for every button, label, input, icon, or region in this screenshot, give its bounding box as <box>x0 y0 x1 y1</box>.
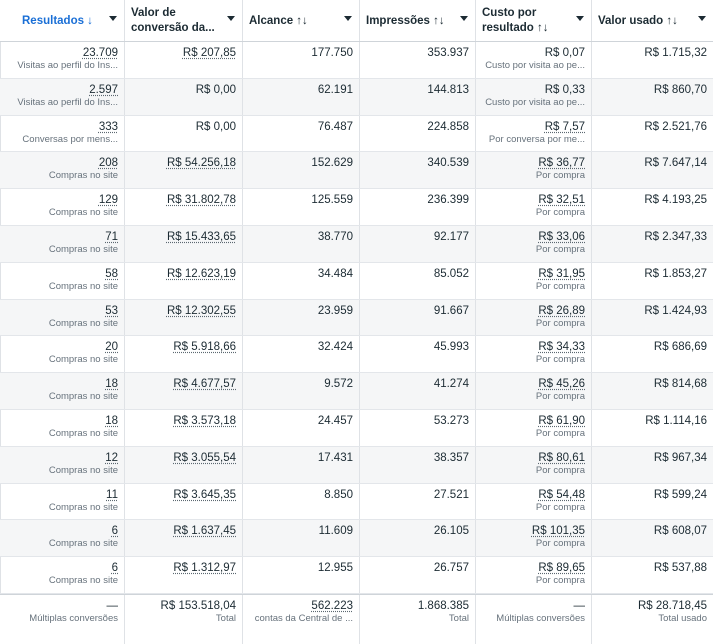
conversion-value[interactable]: R$ 3.055,54 <box>173 451 236 464</box>
column-header-conversion-value[interactable] <box>125 0 243 41</box>
reach-cell <box>243 410 360 446</box>
amount-spent-cell <box>592 263 713 299</box>
amount-spent-cell <box>592 336 713 372</box>
amount-spent-cell <box>592 410 713 446</box>
cost-per-result-cell <box>476 373 592 409</box>
impressions-value: 45.993 <box>433 341 469 354</box>
cost-per-result-value[interactable]: R$ 36,77 <box>538 157 585 170</box>
table-row <box>0 152 713 189</box>
impressions-value: 224.858 <box>427 120 469 133</box>
impressions-cell <box>360 300 476 336</box>
conversion-value-cell <box>125 189 243 225</box>
impressions-cell <box>360 189 476 225</box>
table-row <box>0 42 713 79</box>
impressions-value: 144.813 <box>427 83 469 96</box>
results-value[interactable]: 18 <box>105 378 118 391</box>
results-value[interactable]: 23.709 <box>82 47 118 59</box>
impressions-value: 41.274 <box>433 378 469 391</box>
reach-value: 152.629 <box>311 157 353 170</box>
cost-per-result-caption: Por compra <box>535 354 585 366</box>
results-value[interactable]: 12 <box>105 451 118 464</box>
results-value[interactable]: 6 <box>111 562 118 575</box>
impressions-value: 27.521 <box>433 488 469 501</box>
conversion-value-cell <box>125 447 243 483</box>
results-caption: Compras no site <box>48 427 118 439</box>
total-amount-spent-cell <box>592 595 713 644</box>
cost-per-result-cell <box>476 42 592 78</box>
total-impressions-caption: Total <box>448 612 469 624</box>
amount-spent-value: R$ 2.521,76 <box>644 120 707 133</box>
amount-spent-cell <box>592 152 713 188</box>
results-cell <box>0 189 125 225</box>
conversion-value[interactable]: R$ 1.637,45 <box>173 525 236 538</box>
total-impressions-cell <box>360 595 476 644</box>
results-cell <box>0 520 125 556</box>
conversion-value[interactable]: R$ 207,85 <box>182 47 236 59</box>
reach-cell <box>243 189 360 225</box>
amount-spent-cell <box>592 300 713 336</box>
cost-per-result-value[interactable]: R$ 32,51 <box>538 194 585 207</box>
cost-per-result-value[interactable]: R$ 61,90 <box>538 414 585 427</box>
results-caption: Compras no site <box>48 538 118 550</box>
total-reach-value[interactable]: 562.223 <box>311 599 353 612</box>
reach-value: 23.959 <box>317 304 353 317</box>
chevron-down-icon[interactable] <box>109 16 117 21</box>
conversion-value[interactable]: R$ 1.312,97 <box>173 562 236 575</box>
results-cell <box>0 484 125 520</box>
reach-cell <box>243 336 360 372</box>
table-row <box>0 263 713 300</box>
results-caption: Compras no site <box>48 280 118 292</box>
conversion-value[interactable]: R$ 3.645,35 <box>173 488 236 501</box>
cost-per-result-cell <box>476 520 592 556</box>
amount-spent-cell <box>592 189 713 225</box>
conversion-value[interactable]: R$ 12.623,19 <box>166 267 236 280</box>
impressions-cell <box>360 484 476 520</box>
amount-spent-value: R$ 608,07 <box>653 525 707 538</box>
cost-per-result-cell <box>476 484 592 520</box>
results-value[interactable]: 6 <box>111 525 118 538</box>
results-caption: Compras no site <box>48 317 118 329</box>
impressions-cell <box>360 410 476 446</box>
results-caption: Compras no site <box>48 501 118 513</box>
amount-spent-value: R$ 1.715,32 <box>644 47 707 59</box>
total-results-caption: Múltiplas conversões <box>29 612 118 624</box>
impressions-cell <box>360 263 476 299</box>
cost-per-result-cell <box>476 226 592 262</box>
cost-per-result-value[interactable]: R$ 34,33 <box>538 341 585 354</box>
conversion-value: R$ 0,00 <box>195 83 236 96</box>
results-caption: Compras no site <box>48 170 118 182</box>
results-cell <box>0 373 125 409</box>
table-header <box>0 0 713 42</box>
column-header-cost-per-result-label: Custo por resultado ↑↓ <box>482 7 549 34</box>
impressions-value: 236.399 <box>427 194 469 207</box>
reach-value: 12.955 <box>317 562 353 575</box>
amount-spent-value: R$ 1.853,27 <box>644 267 707 280</box>
reach-value: 76.487 <box>317 120 353 133</box>
column-header-results[interactable] <box>0 0 125 41</box>
reach-cell <box>243 484 360 520</box>
cost-per-result-caption: Por compra <box>535 575 585 587</box>
impressions-value: 26.105 <box>433 525 469 538</box>
results-value[interactable]: 333 <box>98 120 118 133</box>
reach-cell <box>243 263 360 299</box>
cost-per-result-cell <box>476 152 592 188</box>
conversion-value[interactable]: R$ 4.677,57 <box>173 378 236 391</box>
table-row <box>0 557 713 594</box>
amount-spent-value: R$ 7.647,14 <box>644 157 707 170</box>
conversion-value-cell <box>125 226 243 262</box>
amount-spent-value: R$ 860,70 <box>653 83 707 96</box>
reach-value: 17.431 <box>317 451 353 464</box>
total-cost-value: — <box>573 599 585 612</box>
results-caption: Compras no site <box>48 354 118 366</box>
table-row <box>0 116 713 153</box>
results-cell <box>0 116 125 152</box>
impressions-cell <box>360 152 476 188</box>
results-cell <box>0 42 125 78</box>
reach-cell <box>243 520 360 556</box>
conversion-value-cell <box>125 79 243 115</box>
total-amount-spent-caption: Total usado <box>658 612 707 624</box>
cost-per-result-caption: Por compra <box>535 243 585 255</box>
amount-spent-cell <box>592 447 713 483</box>
results-caption: Compras no site <box>48 207 118 219</box>
cost-per-result-caption: Por compra <box>535 170 585 182</box>
amount-spent-value: R$ 2.347,33 <box>644 230 707 243</box>
results-value[interactable]: 53 <box>105 304 118 317</box>
impressions-cell <box>360 226 476 262</box>
table-row <box>0 189 713 226</box>
reach-value: 32.424 <box>317 341 353 354</box>
cost-per-result-caption: Por conversa por me... <box>488 133 585 145</box>
conversion-value-cell <box>125 263 243 299</box>
table-row <box>0 300 713 337</box>
amount-spent-value: R$ 686,69 <box>653 341 707 354</box>
cost-per-result-value[interactable]: R$ 89,65 <box>538 562 585 575</box>
cost-per-result-value[interactable]: R$ 26,89 <box>538 304 585 317</box>
results-caption: Compras no site <box>48 575 118 587</box>
chevron-down-icon[interactable] <box>460 16 468 21</box>
results-value[interactable]: 208 <box>98 157 118 170</box>
table-row <box>0 79 713 116</box>
total-impressions-value: 1.868.385 <box>417 599 469 612</box>
reach-cell <box>243 116 360 152</box>
cost-per-result-value[interactable]: R$ 7,57 <box>544 120 585 133</box>
cost-per-result-cell <box>476 300 592 336</box>
column-header-reach[interactable] <box>243 0 360 41</box>
reach-cell <box>243 79 360 115</box>
impressions-cell <box>360 42 476 78</box>
total-reach-cell <box>243 595 360 644</box>
conversion-value[interactable]: R$ 15.433,65 <box>166 230 236 243</box>
results-cell <box>0 152 125 188</box>
reach-cell <box>243 226 360 262</box>
cost-per-result-cell <box>476 116 592 152</box>
column-header-impressions[interactable] <box>360 0 476 41</box>
results-caption: Visitas ao perfil do Ins... <box>17 96 118 108</box>
reach-value: 34.484 <box>317 267 353 280</box>
conversion-value: R$ 0,00 <box>195 120 236 133</box>
reach-value: 24.457 <box>317 414 353 427</box>
conversion-value-cell <box>125 116 243 152</box>
table-row <box>0 373 713 410</box>
cost-per-result-caption: Por compra <box>535 538 585 550</box>
impressions-value: 92.177 <box>433 230 469 243</box>
amount-spent-cell <box>592 484 713 520</box>
amount-spent-value: R$ 967,34 <box>653 451 707 464</box>
cost-per-result-value[interactable]: R$ 101,35 <box>531 525 585 538</box>
impressions-cell <box>360 79 476 115</box>
cost-per-result-value[interactable]: R$ 54,48 <box>538 488 585 501</box>
impressions-value: 38.357 <box>433 451 469 464</box>
conversion-value-cell <box>125 336 243 372</box>
chevron-down-icon[interactable] <box>576 16 584 21</box>
reach-value: 38.770 <box>317 230 353 243</box>
results-caption: Compras no site <box>48 391 118 403</box>
amount-spent-cell <box>592 226 713 262</box>
results-value[interactable]: 58 <box>105 267 118 280</box>
column-header-impressions-label: Impressões ↑↓ <box>366 15 445 27</box>
cost-per-result-caption: Por compra <box>535 501 585 513</box>
reach-value: 177.750 <box>311 47 353 59</box>
total-conversion-caption: Total <box>215 612 236 624</box>
impressions-value: 353.937 <box>427 47 469 59</box>
results-cell <box>0 336 125 372</box>
impressions-value: 91.667 <box>433 304 469 317</box>
cost-per-result-cell <box>476 79 592 115</box>
impressions-value: 85.052 <box>433 267 469 280</box>
conversion-value-cell <box>125 373 243 409</box>
amount-spent-cell <box>592 520 713 556</box>
cost-per-result-value[interactable]: R$ 33,06 <box>538 230 585 243</box>
conversion-value-cell <box>125 152 243 188</box>
chevron-down-icon[interactable] <box>344 16 352 21</box>
total-results-value: — <box>106 599 118 612</box>
conversion-value[interactable]: R$ 3.573,18 <box>173 414 236 427</box>
impressions-value: 340.539 <box>427 157 469 170</box>
table-row <box>0 336 713 373</box>
amount-spent-value: R$ 537,88 <box>653 562 707 575</box>
reach-value: 8.850 <box>324 488 353 501</box>
reach-value: 11.609 <box>318 525 353 538</box>
column-header-amount-spent-label: Valor usado ↑↓ <box>598 15 678 27</box>
cost-per-result-caption: Por compra <box>535 464 585 476</box>
reach-value: 62.191 <box>317 83 353 96</box>
totals-row <box>0 594 713 644</box>
conversion-value-cell <box>125 484 243 520</box>
reach-cell <box>243 447 360 483</box>
results-value[interactable]: 129 <box>98 194 118 207</box>
reach-cell <box>243 373 360 409</box>
results-cell <box>0 263 125 299</box>
column-header-reach-label: Alcance ↑↓ <box>249 15 308 27</box>
impressions-cell <box>360 373 476 409</box>
reach-value: 125.559 <box>311 194 353 207</box>
impressions-value: 26.757 <box>433 562 469 575</box>
cost-per-result-caption: Custo por visita ao pe... <box>485 96 585 108</box>
amount-spent-value: R$ 1.114,16 <box>645 414 707 427</box>
cost-per-result-cell <box>476 447 592 483</box>
amount-spent-cell <box>592 42 713 78</box>
cost-per-result-value: R$ 0,33 <box>544 83 585 96</box>
amount-spent-value: R$ 599,24 <box>653 488 707 501</box>
conversion-value-cell <box>125 520 243 556</box>
amount-spent-value: R$ 4.193,25 <box>644 194 707 207</box>
conversion-value[interactable]: R$ 54.256,18 <box>166 157 236 170</box>
chevron-down-icon[interactable] <box>227 16 235 21</box>
cost-per-result-cell <box>476 410 592 446</box>
cost-per-result-value[interactable]: R$ 45,26 <box>538 378 585 391</box>
total-amount-spent-value: R$ 28.718,45 <box>637 599 707 612</box>
results-value[interactable]: 20 <box>105 341 118 354</box>
impressions-cell <box>360 447 476 483</box>
reach-cell <box>243 152 360 188</box>
results-value[interactable]: 2.597 <box>89 83 118 96</box>
amount-spent-value: R$ 814,68 <box>653 378 707 391</box>
amount-spent-cell <box>592 557 713 593</box>
cost-per-result-cell <box>476 263 592 299</box>
conversion-value[interactable]: R$ 12.302,55 <box>166 304 236 317</box>
total-conversion-value-cell <box>125 595 243 644</box>
total-conversion-value: R$ 153.518,04 <box>160 599 236 612</box>
cost-per-result-caption: Custo por visita ao pe... <box>485 60 585 71</box>
results-cell <box>0 226 125 262</box>
impressions-cell <box>360 336 476 372</box>
results-caption: Compras no site <box>48 243 118 255</box>
results-cell <box>0 447 125 483</box>
chevron-down-icon[interactable] <box>698 16 706 21</box>
impressions-cell <box>360 557 476 593</box>
conversion-value-cell <box>125 300 243 336</box>
results-caption: Compras no site <box>48 464 118 476</box>
table-row <box>0 484 713 521</box>
impressions-cell <box>360 116 476 152</box>
table-row <box>0 226 713 263</box>
table-row <box>0 410 713 447</box>
results-caption: Conversas por mens... <box>22 133 118 145</box>
amount-spent-cell <box>592 373 713 409</box>
conversion-value-cell <box>125 557 243 593</box>
cost-per-result-caption: Por compra <box>535 280 585 292</box>
column-header-results-label: Resultados ↓ <box>22 15 93 27</box>
cost-per-result-caption: Por compra <box>535 391 585 403</box>
results-cell <box>0 557 125 593</box>
column-header-amount-spent[interactable] <box>592 0 713 41</box>
total-results-cell <box>0 595 125 644</box>
impressions-value: 53.273 <box>433 414 469 427</box>
conversion-value-cell <box>125 410 243 446</box>
table-row <box>0 447 713 484</box>
amount-spent-cell <box>592 79 713 115</box>
cost-per-result-caption: Por compra <box>535 207 585 219</box>
cost-per-result-value[interactable]: R$ 31,95 <box>538 267 585 280</box>
results-cell <box>0 79 125 115</box>
amount-spent-cell <box>592 116 713 152</box>
conversion-value[interactable]: R$ 5.918,66 <box>173 341 236 354</box>
reach-cell <box>243 557 360 593</box>
results-caption: Visitas ao perfil do Ins... <box>17 60 118 71</box>
results-value[interactable]: 71 <box>105 230 118 243</box>
table-row <box>0 520 713 557</box>
total-cost-caption: Múltiplas conversões <box>496 612 585 624</box>
results-cell <box>0 410 125 446</box>
cost-per-result-cell <box>476 189 592 225</box>
reach-value: 9.572 <box>324 378 353 391</box>
cost-per-result-caption: Por compra <box>535 317 585 329</box>
reach-cell <box>243 42 360 78</box>
cost-per-result-value: R$ 0,07 <box>544 47 585 59</box>
column-header-cost-per-result[interactable] <box>476 0 592 41</box>
results-value[interactable]: 18 <box>105 414 118 427</box>
cost-per-result-value[interactable]: R$ 80,61 <box>538 451 585 464</box>
cost-per-result-caption: Por compra <box>535 427 585 439</box>
conversion-value[interactable]: R$ 31.802,78 <box>166 194 236 207</box>
cost-per-result-cell <box>476 336 592 372</box>
amount-spent-value: R$ 1.424,93 <box>644 304 707 317</box>
results-value[interactable]: 11 <box>106 488 118 501</box>
impressions-cell <box>360 520 476 556</box>
table-body <box>0 42 713 594</box>
results-cell <box>0 300 125 336</box>
cost-per-result-cell <box>476 557 592 593</box>
conversion-value-cell <box>125 42 243 78</box>
column-header-conversion-value-label: Valor de conversão da... <box>131 7 215 34</box>
total-reach-caption: contas da Central de ... <box>254 612 353 624</box>
reach-cell <box>243 300 360 336</box>
total-cost-cell <box>476 595 592 644</box>
